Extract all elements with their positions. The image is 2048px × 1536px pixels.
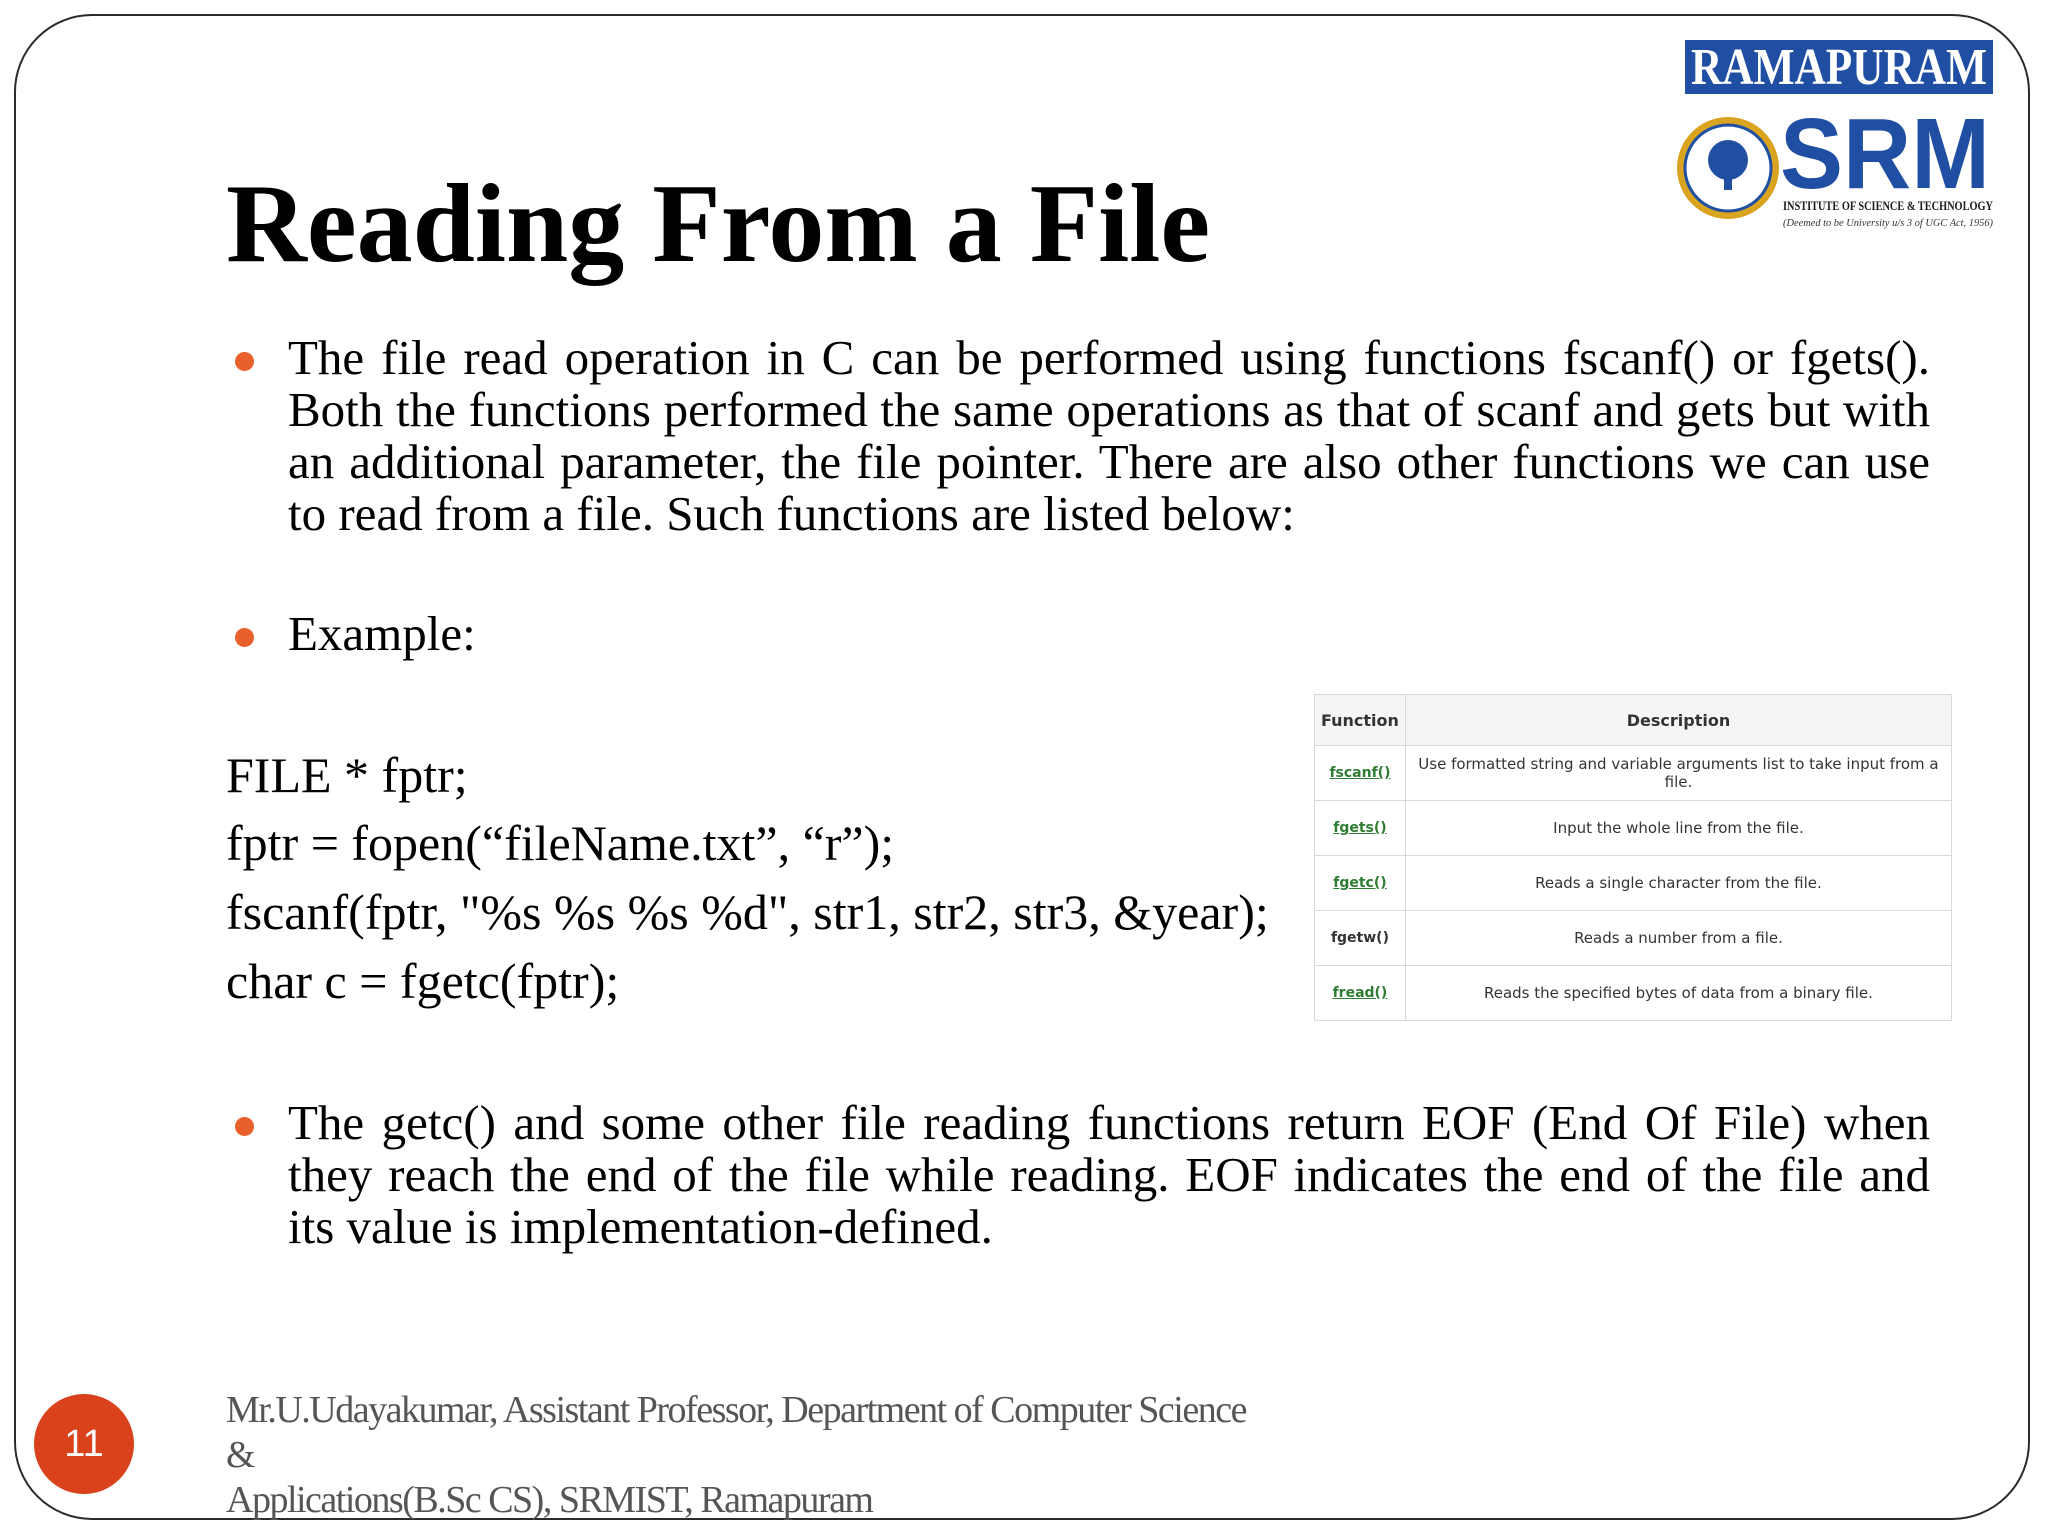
footer-credit: [226, 1388, 1336, 1523]
column-header: Function: [1315, 695, 1406, 746]
function-link-fscanf[interactable]: fscanf(): [1315, 746, 1406, 801]
function-description: Reads a single character from the file.: [1405, 856, 1951, 911]
bullet-dot-icon: [235, 352, 254, 371]
bullet-text: Example:: [288, 606, 476, 661]
slide-title: Reading From a File: [226, 162, 1211, 286]
logo-top-text: RAMAPURAM: [1691, 39, 1987, 96]
table-row: [1315, 966, 1952, 1021]
bullet-dot-icon: [235, 628, 254, 647]
functions-table: [1314, 694, 1952, 1021]
table-header-row: [1315, 695, 1952, 746]
code-line: char c = fgetc(fptr);: [226, 953, 620, 1009]
bullet-example: [288, 608, 1930, 660]
table-row: [1315, 801, 1952, 856]
bullet-text: The file read operation in C can be performed using functions fscanf() or fgets(). Both the functions performed the same operations as that of scanf and gets but with an additional parameter, the file pointer. There are also other functions we can use to read from a file. Such functions are listed below:: [288, 330, 1930, 541]
code-line: fptr = fopen(“fileName.txt”, “r”);: [226, 815, 895, 871]
bullet-dot-icon: [235, 1117, 254, 1136]
function-description: Reads the specified bytes of data from a binary file.: [1405, 966, 1951, 1021]
table-row: [1315, 856, 1952, 911]
footer-line: Mr.U.Udayakumar, Assistant Professor, Department of Computer Science: [226, 1389, 1246, 1431]
footer-line: Applications(B.Sc CS), SRMIST, Ramapuram: [226, 1479, 873, 1521]
function-description: Use formatted string and variable arguments list to take input from a file.: [1405, 746, 1951, 801]
logo-brand: SRM: [1780, 98, 1990, 210]
page-number-badge: 11: [34, 1394, 134, 1494]
column-header: Description: [1405, 695, 1951, 746]
function-link-fgetc[interactable]: fgetc(): [1315, 856, 1406, 911]
function-name-fgetw: fgetw(): [1315, 911, 1406, 966]
function-link-fgets[interactable]: fgets(): [1315, 801, 1406, 856]
function-link-fread[interactable]: fread(): [1315, 966, 1406, 1021]
logo-tagline: (Deemed to be University u/s 3 of UGC Act, 1956): [1783, 218, 1994, 229]
logo-subtitle: INSTITUTE OF SCIENCE & TECHNOLOGY: [1783, 198, 1994, 213]
table-row: [1315, 911, 1952, 966]
srm-logo: [1675, 38, 2005, 238]
function-description: Input the whole line from the file.: [1405, 801, 1951, 856]
table-row: [1315, 746, 1952, 801]
code-line: FILE * fptr;: [226, 747, 468, 803]
bullet-intro: [288, 332, 1930, 540]
bullet-eof: [288, 1097, 1930, 1253]
bullet-text: The getc() and some other file reading functions return EOF (End Of File) when they reach the end of the file while reading. EOF indicates the end of the file and its value is implementation-defined.: [288, 1095, 1930, 1254]
function-description: Reads a number from a file.: [1405, 911, 1951, 966]
code-line: fscanf(fptr, "%s %s %s %d", str1, str2, str3, &year);: [226, 884, 1269, 940]
footer-line: &: [226, 1434, 255, 1476]
